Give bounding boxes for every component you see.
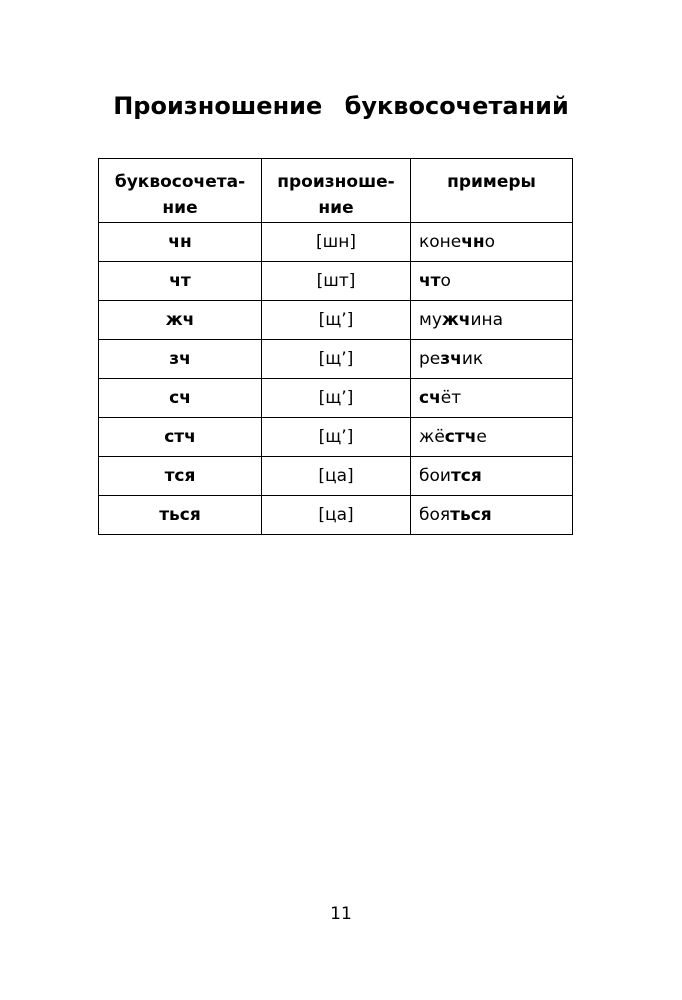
- example-text: о: [440, 271, 451, 291]
- letter-combination-cell: чт: [99, 262, 262, 301]
- example-highlight: стч: [444, 427, 477, 447]
- header-examples: [411, 159, 573, 223]
- letter-combination-cell: сч: [99, 379, 262, 418]
- table-row: [99, 457, 573, 496]
- example-highlight: зч: [440, 349, 462, 369]
- letter-combination-cell: ться: [99, 496, 262, 535]
- table-row: [99, 223, 573, 262]
- example-highlight: чт: [419, 271, 441, 291]
- example-text: бои: [419, 466, 451, 486]
- example-cell: [411, 223, 573, 262]
- letter-combination-cell: стч: [99, 418, 262, 457]
- example-cell: [411, 418, 573, 457]
- header-line: буквосочета-: [114, 172, 246, 192]
- pronunciation-cell: [ца]: [262, 457, 411, 496]
- header-letter-combination: [99, 159, 262, 223]
- example-text: ина: [470, 310, 504, 330]
- pronunciation-cell: [шн]: [262, 223, 411, 262]
- letter-combination-cell: зч: [99, 340, 262, 379]
- example-cell: [411, 379, 573, 418]
- page-number: 11: [330, 904, 352, 924]
- example-cell: [411, 262, 573, 301]
- letter-combination-cell: тся: [99, 457, 262, 496]
- example-text: му: [419, 310, 442, 330]
- table-body: [99, 223, 573, 535]
- example-cell: [411, 340, 573, 379]
- example-highlight: ться: [450, 505, 492, 525]
- example-text: о: [484, 232, 496, 252]
- table-row: [99, 340, 573, 379]
- example-cell: [411, 301, 573, 340]
- header-line: ние: [318, 198, 354, 218]
- example-text: боя: [419, 505, 451, 525]
- header-pronunciation: [262, 159, 411, 223]
- header-line: примеры: [447, 172, 536, 192]
- example-cell: [411, 457, 573, 496]
- table-row: [99, 301, 573, 340]
- pronunciation-cell: [щ’]: [262, 418, 411, 457]
- table-row: [99, 262, 573, 301]
- example-text: ёт: [440, 388, 462, 408]
- pronunciation-cell: [ца]: [262, 496, 411, 535]
- page-title: Произношение буквосочетаний: [113, 92, 569, 120]
- header-line: ние: [162, 198, 198, 218]
- pronunciation-cell: [шт]: [262, 262, 411, 301]
- example-highlight: тся: [450, 466, 482, 486]
- example-highlight: чн: [461, 232, 485, 252]
- pronunciation-cell: [щ’]: [262, 301, 411, 340]
- example-cell: [411, 496, 573, 535]
- pronunciation-cell: [щ’]: [262, 340, 411, 379]
- example-text: ре: [419, 349, 441, 369]
- letter-combination-cell: чн: [99, 223, 262, 262]
- header-line: произноше-: [277, 172, 395, 192]
- table-header-row: [99, 159, 573, 223]
- letter-combination-cell: жч: [99, 301, 262, 340]
- table-row: [99, 418, 573, 457]
- example-highlight: жч: [441, 310, 471, 330]
- example-text: е: [476, 427, 487, 447]
- pronunciation-cell: [щ’]: [262, 379, 411, 418]
- table-row: [99, 496, 573, 535]
- example-highlight: сч: [419, 388, 441, 408]
- pronunciation-table: [98, 158, 573, 535]
- table-row: [99, 379, 573, 418]
- example-text: жё: [419, 427, 445, 447]
- example-text: ик: [461, 349, 484, 369]
- example-text: коне: [419, 232, 462, 252]
